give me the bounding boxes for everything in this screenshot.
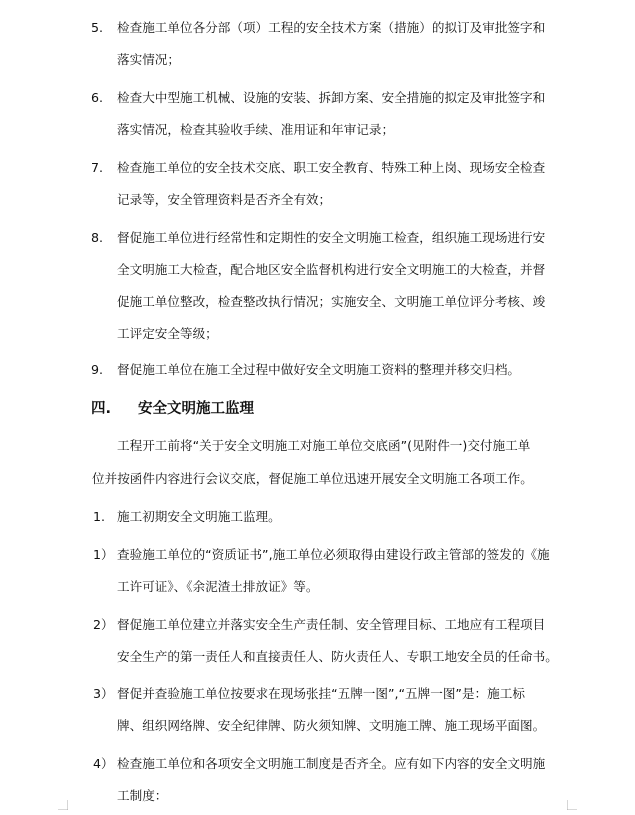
subitem-4-number: 4）: [93, 756, 114, 771]
item-9-line-1: 督促施工单位在施工全过程中做好安全文明施工资料的整理并移交归档。: [117, 362, 520, 377]
item-6-line-1: 检查大中型施工机械、设施的安装、拆卸方案、安全措施的拟定及审批签字和: [117, 90, 546, 105]
subitem-3-line-1: 督促并查验施工单位按要求在现场张挂“五牌一图”,“五牌一图”是：施工标: [117, 686, 525, 701]
subitem-2-number: 2）: [93, 617, 114, 632]
subitem-2-line-2: 安全生产的第一责任人和直接责任人、防火责任人、专职工地安全员的任命书。: [117, 649, 558, 664]
intro-line-2: 位并按函件内容进行会议交底，督促施工单位迅速开展安全文明施工各项工作。: [92, 471, 533, 486]
item-7-number: 7.: [91, 160, 104, 175]
sub-heading-text: 施工初期安全文明施工监理。: [117, 509, 281, 524]
item-7-line-1: 检查施工单位的安全技术交底、职工安全教育、特殊工种上岗、现场安全检查: [117, 160, 546, 175]
section-title: 安全文明施工监理: [138, 401, 254, 417]
margin-corner-mark-left: [58, 800, 68, 810]
subitem-4-line-1: 检查施工单位和各项安全文明施工制度是否齐全。应有如下内容的安全文明施: [117, 756, 546, 771]
subitem-4-line-2: 工制度：: [117, 788, 168, 803]
item-6-line-2: 落实情况，检查其验收手续、准用证和年审记录；: [117, 122, 395, 137]
item-8-line-2: 全文明施工大检查，配合地区安全监督机构进行安全文明施工的大检查，并督: [117, 262, 546, 277]
margin-corner-mark-right: [567, 800, 577, 810]
section-number: 四.: [91, 401, 112, 417]
item-5-line-2: 落实情况；: [117, 52, 180, 67]
item-8-number: 8.: [91, 230, 104, 245]
item-8-line-3: 促施工单位整改，检查整改执行情况；实施安全、文明施工单位评分考核、竣: [117, 294, 546, 309]
subitem-1-line-2: 工许可证》、《余泥渣土排放证》等。: [117, 579, 319, 594]
subitem-1-line-1: 查验施工单位的“资质证书”,施工单位必须取得由建设行政主管部的签发的《施: [117, 547, 550, 562]
item-6-number: 6.: [91, 90, 104, 105]
subitem-2-line-1: 督促施工单位建立并落实安全生产责任制、安全管理目标、工地应有工程项目: [117, 617, 546, 632]
item-5-line-1: 检查施工单位各分部（项）工程的安全技术方案（措施）的拟订及审批签字和: [117, 20, 546, 35]
item-8-line-1: 督促施工单位进行经常性和定期性的安全文明施工检查，组织施工现场进行安: [117, 230, 546, 245]
subitem-3-number: 3）: [93, 686, 114, 701]
item-8-line-4: 工评定安全等级；: [117, 326, 218, 341]
subitem-1-number: 1）: [93, 547, 114, 562]
intro-line-1: 工程开工前将“关于安全文明施工对施工单位交底函”(见附件一)交付施工单: [117, 438, 531, 453]
item-5-number: 5.: [91, 20, 104, 35]
item-7-line-2: 记录等，安全管理资料是否齐全有效；: [117, 192, 332, 207]
sub-heading-number: 1.: [93, 509, 106, 524]
item-9-number: 9.: [91, 362, 104, 377]
subitem-3-line-2: 牌、组织网络牌、安全纪律牌、防火须知牌、文明施工牌、施工现场平面图。: [117, 718, 546, 733]
